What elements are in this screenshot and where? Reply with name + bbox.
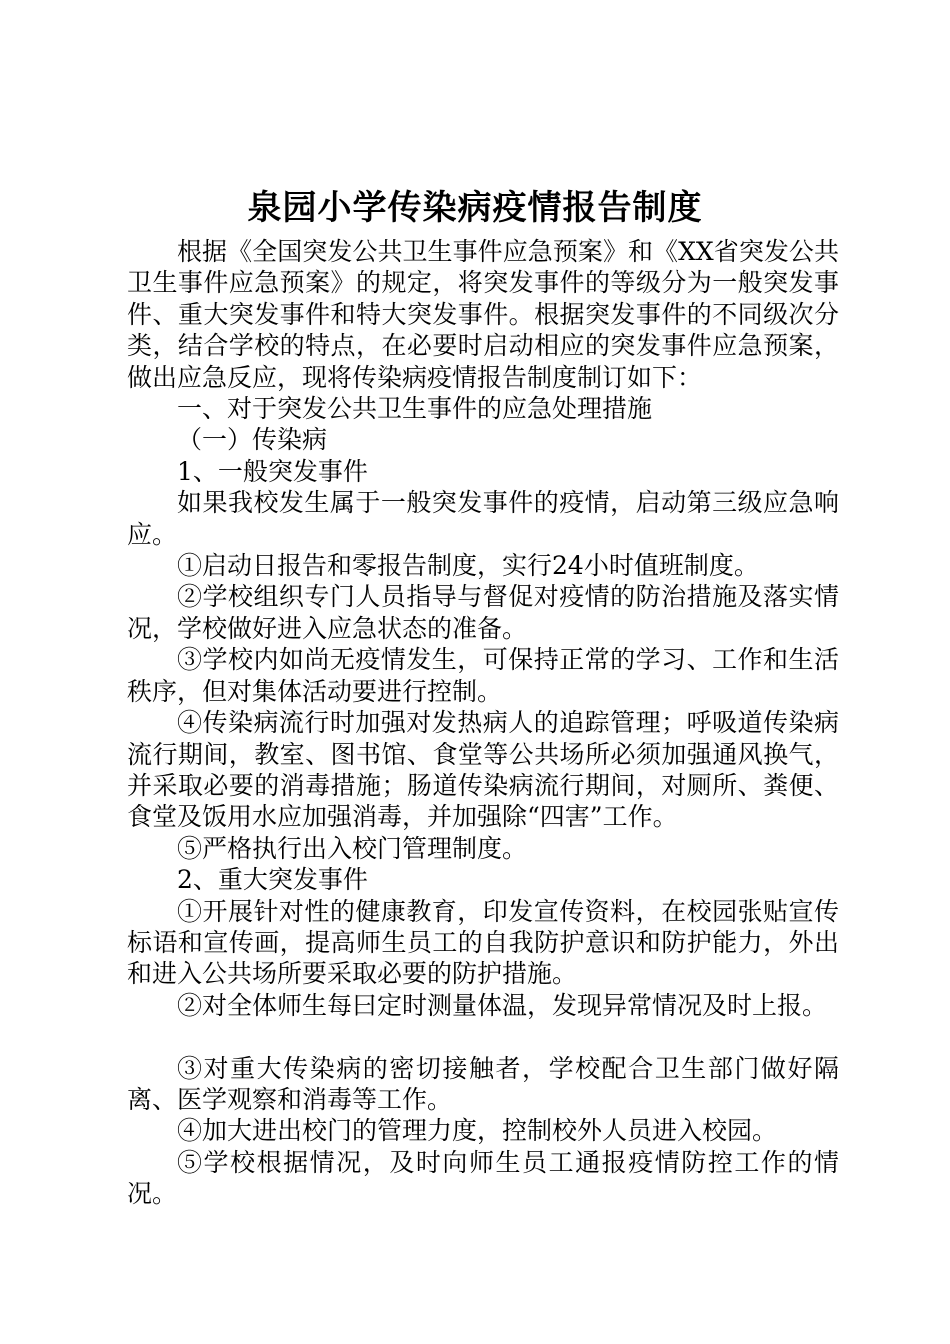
list-item: ④传染病流行时加强对发热病人的追踪管理；呼吸道传染病流行期间，教室、图书馆、食堂等公共场所必须加强通风换气，并采取必要的消毒措施；肠道传染病流行期间，对厕所、粪便、食堂及饭用水应加强消毒，并加强除“四害”工作。	[127, 708, 839, 832]
list-item: ②学校组织专门人员指导与督促对疫情的防治措施及落实情况，学校做好进入应急状态的准备。	[127, 582, 839, 643]
item-heading-1: 1、一般突发事件	[177, 456, 368, 486]
list-item: ③学校内如尚无疫情发生，可保持正常的学习、工作和生活秩序，但对集体活动要进行控制。	[127, 645, 839, 706]
list-item: ⑤严格执行出入校门管理制度。	[177, 833, 528, 863]
document-title: 泉园小学传染病疫情报告制度	[247, 188, 703, 228]
list-item: ①启动日报告和零报告制度，实行24小时值班制度。	[177, 551, 759, 581]
item-heading-2: 2、重大突发事件	[177, 865, 368, 895]
subsection-heading-1: （一）传染病	[177, 425, 328, 455]
section-heading-1: 一、对于突发公共卫生事件的应急处理措施	[177, 394, 653, 424]
list-item: ④加大进出校门的管理力度，控制校外人员进入校园。	[177, 1116, 778, 1146]
document-body	[127, 236, 839, 1210]
paragraph-general-response: 如果我校发生属于一般突发事件的疫情，启动第三级应急响应。	[127, 488, 839, 549]
list-item: ③对重大传染病的密切接触者，学校配合卫生部门做好隔离、医学观察和消毒等工作。	[127, 1053, 839, 1114]
list-item: ①开展针对性的健康教育，印发宣传资料，在校园张贴宣传标语和宣传画，提高师生员工的自我防护意识和防护能力，外出和进入公共场所要采取必要的防护措施。	[127, 896, 839, 989]
blank-line	[127, 1021, 839, 1052]
list-item: ⑤学校根据情况，及时向师生员工通报疫情防控工作的情况。	[127, 1147, 839, 1209]
list-item: ②对全体师生每曰定时测量体温，发现异常情况及时上报。	[177, 990, 828, 1020]
intro-paragraph: 根据《全国突发公共卫生事件应急预案》和《XX省突发公共卫生事件应急预案》的规定，将突发事件的等级分为一般突发事件、重大突发事件和特大突发事件。根据突发事件的不同级次分类，结合学校的特点，在必要时启动相应的突发事件应急预案，做出应急反应，现将传染病疫情报告制度制订如下：	[127, 237, 839, 392]
